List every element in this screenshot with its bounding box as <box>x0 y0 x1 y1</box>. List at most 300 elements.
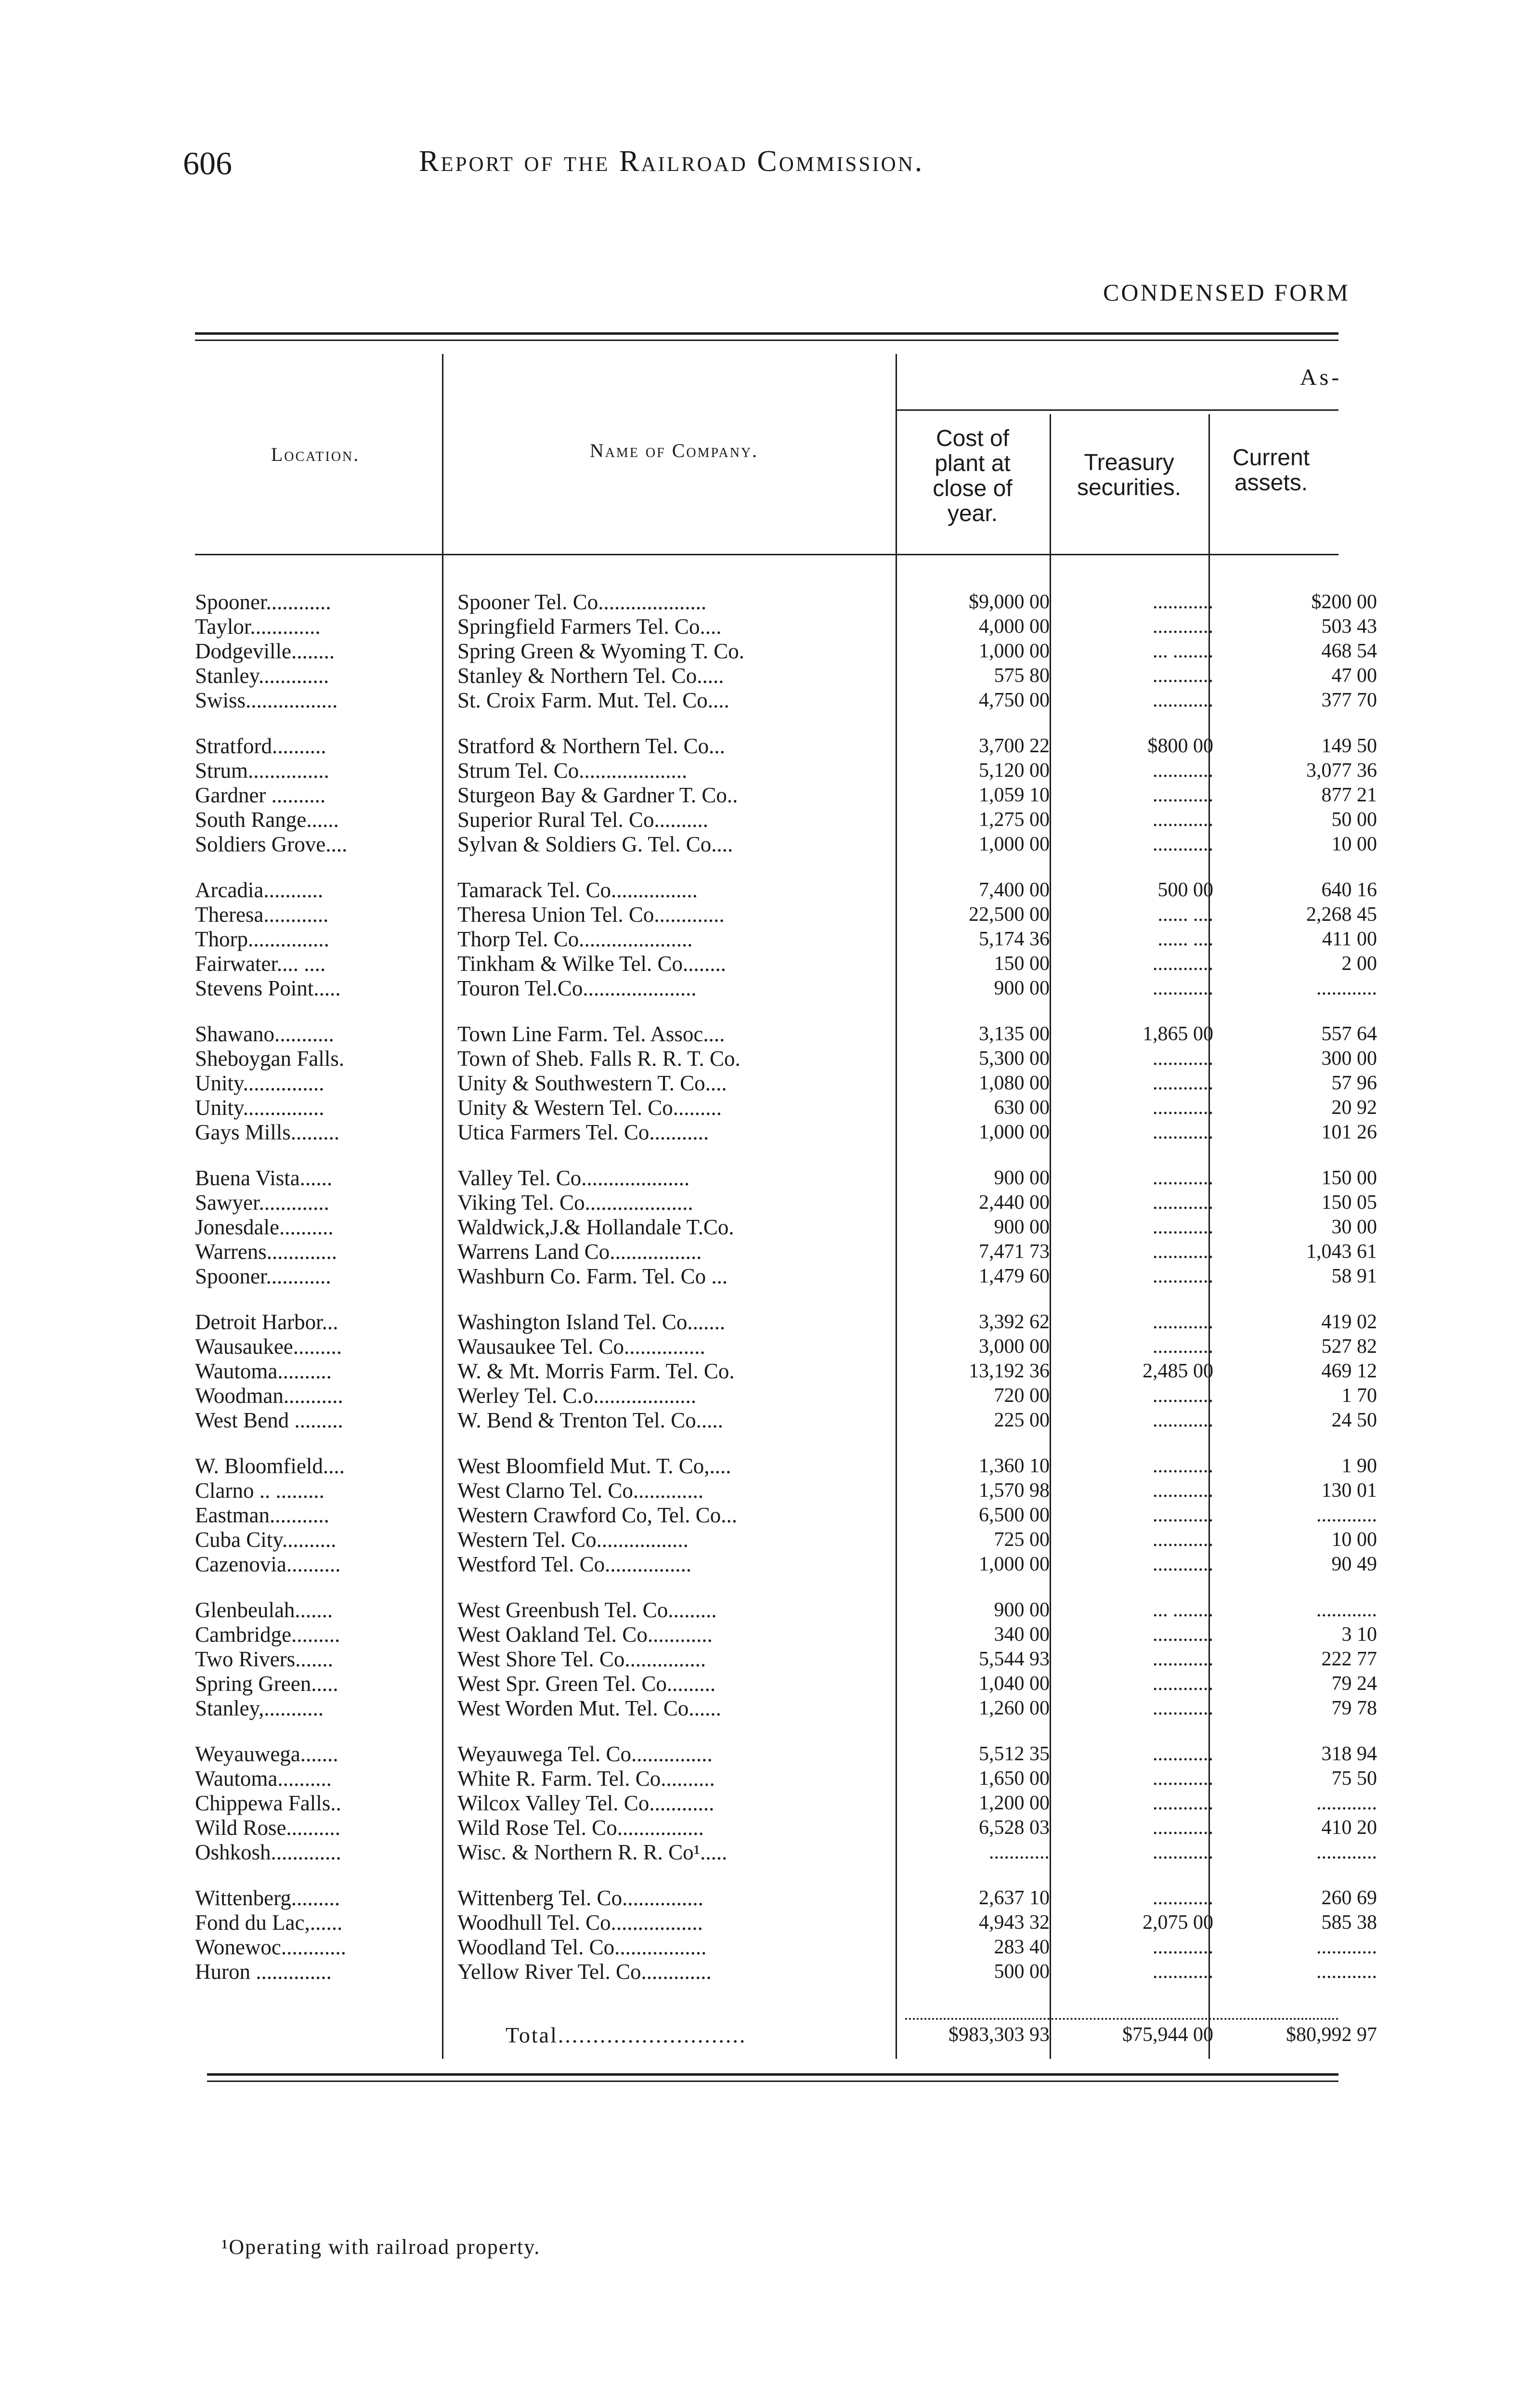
location-cell: South Range...... <box>195 808 339 832</box>
treasury-cell: 500 00 <box>1157 879 1213 901</box>
company-cell: Strum Tel. Co.................... <box>457 759 688 783</box>
treasury-cell: ............ <box>1153 1961 1213 1983</box>
treasury-cell: ............ <box>1153 1529 1213 1551</box>
total-cost: $983,303 93 <box>948 2024 1050 2046</box>
company-cell: Viking Tel. Co.................... <box>457 1191 693 1215</box>
cost-cell: 900 00 <box>994 1216 1050 1238</box>
cost-cell: 1,000 00 <box>979 833 1050 855</box>
cost-cell: 1,275 00 <box>979 809 1050 831</box>
table-row <box>0 1215 1533 1240</box>
current-cell: ............ <box>1316 1599 1377 1621</box>
treasury-header-line-2: securities. <box>1077 475 1182 500</box>
company-cell: Wittenberg Tel. Co............... <box>457 1886 703 1910</box>
cost-cell: 5,120 00 <box>979 759 1050 782</box>
cost-cell: 3,700 22 <box>979 735 1050 757</box>
table-row <box>0 1191 1533 1215</box>
table-row <box>0 1672 1533 1696</box>
table-row <box>0 903 1533 927</box>
cost-cell: 900 00 <box>994 1167 1050 1189</box>
treasury-cell: 2,075 00 <box>1143 1911 1213 1934</box>
treasury-cell: ............ <box>1153 1455 1213 1477</box>
location-cell: Fond du Lac,...... <box>195 1911 343 1935</box>
running-head: Report of the Railroad Commission. <box>419 145 924 178</box>
treasury-cell: ............ <box>1153 1097 1213 1119</box>
treasury-cell: ............ <box>1153 1191 1213 1214</box>
location-cell: Sawyer............. <box>195 1191 329 1215</box>
total-treasury: $75,944 00 <box>1122 2024 1213 2046</box>
location-cell: Huron .............. <box>195 1960 332 1984</box>
company-cell: Valley Tel. Co.................... <box>457 1166 690 1190</box>
treasury-cell: ............ <box>1153 1385 1213 1407</box>
current-cell: 640 16 <box>1321 879 1377 901</box>
cost-cell: 1,000 00 <box>979 1121 1050 1143</box>
location-cell: Arcadia........... <box>195 878 324 902</box>
table-row <box>0 1240 1533 1264</box>
treasury-cell: ............ <box>1153 1265 1213 1287</box>
current-cell: 410 20 <box>1321 1817 1377 1839</box>
table-row <box>0 1384 1533 1408</box>
table-bottom-rule <box>207 2073 1338 2076</box>
location-cell: Thorp............... <box>195 927 329 951</box>
company-cell: West Worden Mut. Tel. Co...... <box>457 1696 721 1720</box>
location-cell: Cazenovia.......... <box>195 1552 341 1576</box>
current-cell: 1 90 <box>1341 1455 1377 1477</box>
location-cell: Stanley,........... <box>195 1696 324 1720</box>
treasury-cell: ............ <box>1153 1504 1213 1526</box>
treasury-cell: ............ <box>1153 833 1213 855</box>
table-row <box>0 1335 1533 1359</box>
treasury-cell: ............ <box>1153 1335 1213 1358</box>
cost-header-line-2: plant at <box>935 451 1011 476</box>
current-cell: 877 21 <box>1321 784 1377 806</box>
treasury-cell: ............ <box>1153 1697 1213 1719</box>
treasury-cell: ... ........ <box>1153 1599 1213 1621</box>
current-cell: ............ <box>1316 1936 1377 1958</box>
cost-header-line-3: close of <box>933 476 1013 501</box>
table-row <box>0 1935 1533 1960</box>
company-cell: Touron Tel.Co..................... <box>457 976 697 1000</box>
cost-cell: 6,500 00 <box>979 1504 1050 1526</box>
treasury-cell: ............ <box>1153 1409 1213 1431</box>
cost-cell: 2,637 10 <box>979 1887 1050 1909</box>
company-cell: Thorp Tel. Co..................... <box>457 927 693 951</box>
current-cell: 10 00 <box>1331 833 1377 855</box>
table-row <box>0 783 1533 808</box>
treasury-header-line-1: Treasury <box>1084 450 1174 475</box>
location-cell: Soldiers Grove.... <box>195 832 348 856</box>
current-cell: 57 96 <box>1331 1072 1377 1094</box>
location-cell: Detroit Harbor... <box>195 1310 338 1334</box>
company-cell: West Spr. Green Tel. Co......... <box>457 1672 716 1696</box>
table-row <box>0 1310 1533 1335</box>
cost-cell: 150 00 <box>994 953 1050 975</box>
company-cell: Warrens Land Co................. <box>457 1240 702 1264</box>
current-cell: 557 64 <box>1321 1023 1377 1045</box>
current-cell: 2 00 <box>1341 953 1377 975</box>
table-row <box>0 1552 1533 1577</box>
footnote: ¹Operating with railroad property. <box>221 2235 541 2259</box>
company-cell: Springfield Farmers Tel. Co.... <box>457 615 722 639</box>
current-cell: 222 77 <box>1321 1648 1377 1670</box>
current-cell: 300 00 <box>1321 1047 1377 1070</box>
location-cell: Chippewa Falls.. <box>195 1791 341 1815</box>
company-cell: Werley Tel. C.o................... <box>457 1384 697 1408</box>
company-cell: Stanley & Northern Tel. Co..... <box>457 664 724 688</box>
table-row <box>0 878 1533 903</box>
company-cell: Wausaukee Tel. Co............... <box>457 1335 705 1359</box>
location-cell: Jonesdale.......... <box>195 1215 334 1239</box>
current-cell: 260 69 <box>1321 1887 1377 1909</box>
company-cell: West Bloomfield Mut. T. Co,.... <box>457 1454 731 1478</box>
treasury-cell: ............ <box>1153 809 1213 831</box>
current-cell: 150 00 <box>1321 1167 1377 1189</box>
location-cell: Strum............... <box>195 759 329 783</box>
company-cell: Utica Farmers Tel. Co........... <box>457 1120 709 1144</box>
table-row <box>0 615 1533 639</box>
current-cell: ............ <box>1316 1504 1377 1526</box>
table-row <box>0 1096 1533 1120</box>
treasury-cell: ............ <box>1153 977 1213 999</box>
cost-cell: 4,750 00 <box>979 689 1050 711</box>
location-cell: Spooner............ <box>195 1264 331 1288</box>
treasury-cell: $800 00 <box>1147 735 1213 757</box>
cost-cell: 1,200 00 <box>979 1792 1050 1814</box>
table-row <box>0 1816 1533 1840</box>
table-row <box>0 976 1533 1001</box>
cost-cell: 6,528 03 <box>979 1817 1050 1839</box>
cost-header-line-4: year. <box>947 501 998 526</box>
treasury-cell: 1,865 00 <box>1143 1023 1213 1045</box>
cost-cell: 1,479 60 <box>979 1265 1050 1287</box>
location-cell: Wautoma.......... <box>195 1359 332 1383</box>
cost-cell: 225 00 <box>994 1409 1050 1431</box>
cost-cell: 5,174 36 <box>979 928 1050 950</box>
cost-cell: 500 00 <box>994 1961 1050 1983</box>
company-cell: Unity & Southwestern T. Co.... <box>457 1071 727 1095</box>
company-cell: Western Crawford Co, Tel. Co... <box>457 1503 738 1527</box>
company-cell: Tamarack Tel. Co................ <box>457 878 698 902</box>
current-cell: 1 70 <box>1341 1385 1377 1407</box>
company-cell: Washington Island Tel. Co....... <box>457 1310 726 1334</box>
company-cell: Washburn Co. Farm. Tel. Co ... <box>457 1264 728 1288</box>
treasury-cell: ............ <box>1153 1743 1213 1765</box>
table-row <box>0 1960 1533 1984</box>
company-cell: Yellow River Tel. Co............. <box>457 1960 712 1984</box>
cost-cell: 3,392 62 <box>979 1311 1050 1333</box>
cost-cell: 5,544 93 <box>979 1648 1050 1670</box>
location-cell: Glenbeulah....... <box>195 1598 333 1622</box>
location-cell: Cuba City.......... <box>195 1528 337 1552</box>
cost-cell: 340 00 <box>994 1623 1050 1646</box>
table-row <box>0 1742 1533 1767</box>
current-cell: $200 00 <box>1311 591 1377 613</box>
treasury-cell: ............ <box>1153 1047 1213 1070</box>
cost-cell: 1,000 00 <box>979 640 1050 662</box>
treasury-cell: ............ <box>1153 1311 1213 1333</box>
current-cell: 90 49 <box>1331 1553 1377 1575</box>
cost-cell: 1,040 00 <box>979 1673 1050 1695</box>
treasury-cell: ...... .... <box>1157 903 1213 926</box>
table-row <box>0 808 1533 832</box>
location-cell: Stevens Point..... <box>195 976 341 1000</box>
location-cell: Shawano........... <box>195 1022 334 1046</box>
cost-cell: 7,400 00 <box>979 879 1050 901</box>
table-row <box>0 1623 1533 1647</box>
company-cell: Wisc. & Northern R. R. Co¹..... <box>457 1840 728 1864</box>
table-row <box>0 927 1533 952</box>
location-cell: Spooner............ <box>195 590 331 614</box>
company-cell: West Clarno Tel. Co............. <box>457 1479 704 1503</box>
table-row <box>0 1503 1533 1528</box>
current-cell: 130 01 <box>1321 1479 1377 1502</box>
page-number: 606 <box>183 145 232 182</box>
company-cell: White R. Farm. Tel. Co.......... <box>457 1767 715 1791</box>
table-row <box>0 734 1533 759</box>
table-row <box>0 1528 1533 1552</box>
current-cell: ............ <box>1316 977 1377 999</box>
cost-cell: 900 00 <box>994 1599 1050 1621</box>
company-cell: Wilcox Valley Tel. Co............ <box>457 1791 715 1815</box>
location-cell: Wittenberg......... <box>195 1886 340 1910</box>
company-cell: Spring Green & Wyoming T. Co. <box>457 639 745 663</box>
cost-cell: 1,059 10 <box>979 784 1050 806</box>
cost-cell: 1,650 00 <box>979 1767 1050 1790</box>
location-cell: Gays Mills......... <box>195 1120 340 1144</box>
location-cell: Oshkosh............. <box>195 1840 341 1864</box>
cost-cell: 1,080 00 <box>979 1072 1050 1094</box>
company-cell: Weyauwega Tel. Co............... <box>457 1742 713 1766</box>
table-row <box>0 952 1533 976</box>
table-row <box>0 1022 1533 1047</box>
current-cell: ............ <box>1316 1961 1377 1983</box>
cost-cell: 283 40 <box>994 1936 1050 1958</box>
company-cell: Tinkham & Wilke Tel. Co........ <box>457 952 726 976</box>
company-header: Name of Company. <box>589 440 759 461</box>
current-cell: 3,077 36 <box>1306 759 1377 782</box>
cost-cell: ............ <box>989 1841 1050 1863</box>
company-cell: W. & Mt. Morris Farm. Tel. Co. <box>457 1359 735 1383</box>
treasury-cell: ............ <box>1153 1817 1213 1839</box>
current-cell: 3 10 <box>1341 1623 1377 1646</box>
location-cell: Two Rivers....... <box>195 1647 333 1671</box>
treasury-cell: ............ <box>1153 689 1213 711</box>
location-cell: Warrens............. <box>195 1240 338 1264</box>
company-cell: Stratford & Northern Tel. Co... <box>457 734 725 758</box>
table-bottom-rule-inner <box>207 2081 1338 2082</box>
table-row <box>0 1911 1533 1935</box>
location-cell: Unity............... <box>195 1096 325 1120</box>
cost-cell: 720 00 <box>994 1385 1050 1407</box>
treasury-cell: ... ........ <box>1153 640 1213 662</box>
table-row <box>0 639 1533 664</box>
treasury-cell: ............ <box>1153 1121 1213 1143</box>
location-cell: Gardner .......... <box>195 783 326 807</box>
company-cell: Westford Tel. Co................ <box>457 1552 692 1576</box>
form-title: CONDENSED FORM <box>1103 279 1350 306</box>
location-cell: Woodman........... <box>195 1384 343 1408</box>
location-cell: Wausaukee......... <box>195 1335 342 1359</box>
treasury-cell: ............ <box>1153 1072 1213 1094</box>
cost-cell: 4,943 32 <box>979 1911 1050 1934</box>
cost-cell: 22,500 00 <box>969 903 1050 926</box>
location-header: Location. <box>271 444 360 465</box>
table-row <box>0 1047 1533 1071</box>
current-cell: 47 00 <box>1331 665 1377 687</box>
treasury-cell: ...... .... <box>1157 928 1213 950</box>
cost-cell: 1,360 10 <box>979 1455 1050 1477</box>
company-cell: Sturgeon Bay & Gardner T. Co.. <box>457 783 738 807</box>
current-cell: 503 43 <box>1321 615 1377 638</box>
treasury-cell: ............ <box>1153 1792 1213 1814</box>
company-cell: Woodland Tel. Co................. <box>457 1935 707 1959</box>
treasury-cell: ............ <box>1153 784 1213 806</box>
cost-cell: 3,000 00 <box>979 1335 1050 1358</box>
cost-cell: 13,192 36 <box>969 1360 1050 1382</box>
cost-cell: 7,471 73 <box>979 1241 1050 1263</box>
treasury-cell: ............ <box>1153 1936 1213 1958</box>
cost-cell: 575 80 <box>994 665 1050 687</box>
treasury-cell: ............ <box>1153 1241 1213 1263</box>
cost-cell: 4,000 00 <box>979 615 1050 638</box>
current-cell: 377 70 <box>1321 689 1377 711</box>
cost-cell: 2,440 00 <box>979 1191 1050 1214</box>
treasury-cell: 2,485 00 <box>1143 1360 1213 1382</box>
location-cell: Swiss................. <box>195 688 338 712</box>
current-cell: 318 94 <box>1321 1743 1377 1765</box>
table-row <box>0 1479 1533 1503</box>
current-cell: 75 50 <box>1331 1767 1377 1790</box>
table-row <box>0 1454 1533 1479</box>
location-cell: Stanley............. <box>195 664 329 688</box>
table-row <box>0 1359 1533 1384</box>
cost-cell: 1,000 00 <box>979 1553 1050 1575</box>
cost-cell: 3,135 00 <box>979 1023 1050 1045</box>
table-row <box>0 1408 1533 1433</box>
current-cell: 101 26 <box>1321 1121 1377 1143</box>
table-row <box>0 1840 1533 1865</box>
table-row <box>0 1071 1533 1096</box>
location-cell: Unity............... <box>195 1071 325 1095</box>
assets-group-label: As- <box>1300 365 1342 390</box>
location-cell: W. Bloomfield.... <box>195 1454 345 1478</box>
company-cell: West Greenbush Tel. Co......... <box>457 1598 717 1622</box>
location-cell: Buena Vista...... <box>195 1166 333 1190</box>
location-cell: Wild Rose.......... <box>195 1816 340 1840</box>
company-cell: Wild Rose Tel. Co................ <box>457 1816 704 1840</box>
total-separator-rule <box>905 2018 1338 2020</box>
company-cell: W. Bend & Trenton Tel. Co..... <box>457 1408 723 1432</box>
table-row <box>0 759 1533 783</box>
company-cell: West Shore Tel. Co............... <box>457 1647 706 1671</box>
treasury-cell: ............ <box>1153 1841 1213 1863</box>
table-row <box>0 1120 1533 1145</box>
current-cell: 149 50 <box>1321 735 1377 757</box>
company-cell: Woodhull Tel. Co................. <box>457 1911 703 1935</box>
total-label: Total........................... <box>506 2023 747 2047</box>
company-cell: Waldwick,J.& Hollandale T.Co. <box>457 1215 734 1239</box>
company-cell: Superior Rural Tel. Co.......... <box>457 808 708 832</box>
company-cell: Spooner Tel. Co.................... <box>457 590 707 614</box>
table-row <box>0 1166 1533 1191</box>
cost-cell: 1,260 00 <box>979 1697 1050 1719</box>
company-cell: Town Line Farm. Tel. Assoc.... <box>457 1022 725 1046</box>
current-cell: 585 38 <box>1321 1911 1377 1934</box>
treasury-cell: ............ <box>1153 1648 1213 1670</box>
cost-cell: 5,300 00 <box>979 1047 1050 1070</box>
location-cell: Dodgeville........ <box>195 639 335 663</box>
company-cell: St. Croix Farm. Mut. Tel. Co.... <box>457 688 729 712</box>
cost-cell: 630 00 <box>994 1097 1050 1119</box>
location-cell: Taylor............. <box>195 615 321 639</box>
company-cell: Theresa Union Tel. Co............. <box>457 903 725 927</box>
current-cell: 30 00 <box>1331 1216 1377 1238</box>
company-cell: Sylvan & Soldiers G. Tel. Co.... <box>457 832 733 856</box>
current-header-line-2: assets. <box>1234 470 1308 496</box>
table-row <box>0 1886 1533 1911</box>
current-header-line-1: Current <box>1232 445 1310 471</box>
company-cell: West Oakland Tel. Co............ <box>457 1623 713 1647</box>
current-cell: 411 00 <box>1322 928 1377 950</box>
location-cell: Clarno .. ......... <box>195 1479 325 1503</box>
total-current: $80,992 97 <box>1286 2024 1377 2046</box>
treasury-cell: ............ <box>1153 1673 1213 1695</box>
location-cell: Sheboygan Falls. <box>195 1047 344 1071</box>
cost-cell: 900 00 <box>994 977 1050 999</box>
treasury-cell: ............ <box>1153 1553 1213 1575</box>
current-cell: 58 91 <box>1331 1265 1377 1287</box>
current-cell: 50 00 <box>1331 809 1377 831</box>
table-row <box>0 1264 1533 1289</box>
treasury-cell: ............ <box>1153 665 1213 687</box>
location-cell: Wautoma.......... <box>195 1767 332 1791</box>
current-cell: ............ <box>1316 1792 1377 1814</box>
current-cell: 2,268 45 <box>1306 903 1377 926</box>
treasury-cell: ............ <box>1153 591 1213 613</box>
treasury-cell: ............ <box>1153 1767 1213 1790</box>
table-row <box>0 590 1533 615</box>
current-cell: 20 92 <box>1331 1097 1377 1119</box>
location-cell: Wonewoc............ <box>195 1935 346 1959</box>
table-row <box>0 832 1533 857</box>
treasury-cell: ............ <box>1153 953 1213 975</box>
current-cell: 468 54 <box>1321 640 1377 662</box>
current-cell: 1,043 61 <box>1306 1241 1377 1263</box>
location-cell: Fairwater.... .... <box>195 952 326 976</box>
location-cell: Eastman........... <box>195 1503 329 1527</box>
location-cell: Cambridge......... <box>195 1623 340 1647</box>
table-row <box>0 664 1533 688</box>
current-cell: 419 02 <box>1321 1311 1377 1333</box>
table-row <box>0 1791 1533 1816</box>
treasury-cell: ............ <box>1153 1167 1213 1189</box>
current-cell: 527 82 <box>1321 1335 1377 1358</box>
cost-cell: 1,570 98 <box>979 1479 1050 1502</box>
treasury-cell: ............ <box>1153 1887 1213 1909</box>
treasury-cell: ............ <box>1153 1623 1213 1646</box>
current-cell: 469 12 <box>1321 1360 1377 1382</box>
company-cell: Town of Sheb. Falls R. R. T. Co. <box>457 1047 741 1071</box>
cost-cell: $9,000 00 <box>969 591 1050 613</box>
location-cell: West Bend ......... <box>195 1408 343 1432</box>
current-cell: 10 00 <box>1331 1529 1377 1551</box>
location-cell: Stratford.......... <box>195 734 326 758</box>
treasury-cell: ............ <box>1153 615 1213 638</box>
treasury-cell: ............ <box>1153 1216 1213 1238</box>
total-row <box>0 2023 1533 2047</box>
current-cell: 79 24 <box>1331 1673 1377 1695</box>
location-cell: Theresa............ <box>195 903 329 927</box>
table-row <box>0 1598 1533 1623</box>
